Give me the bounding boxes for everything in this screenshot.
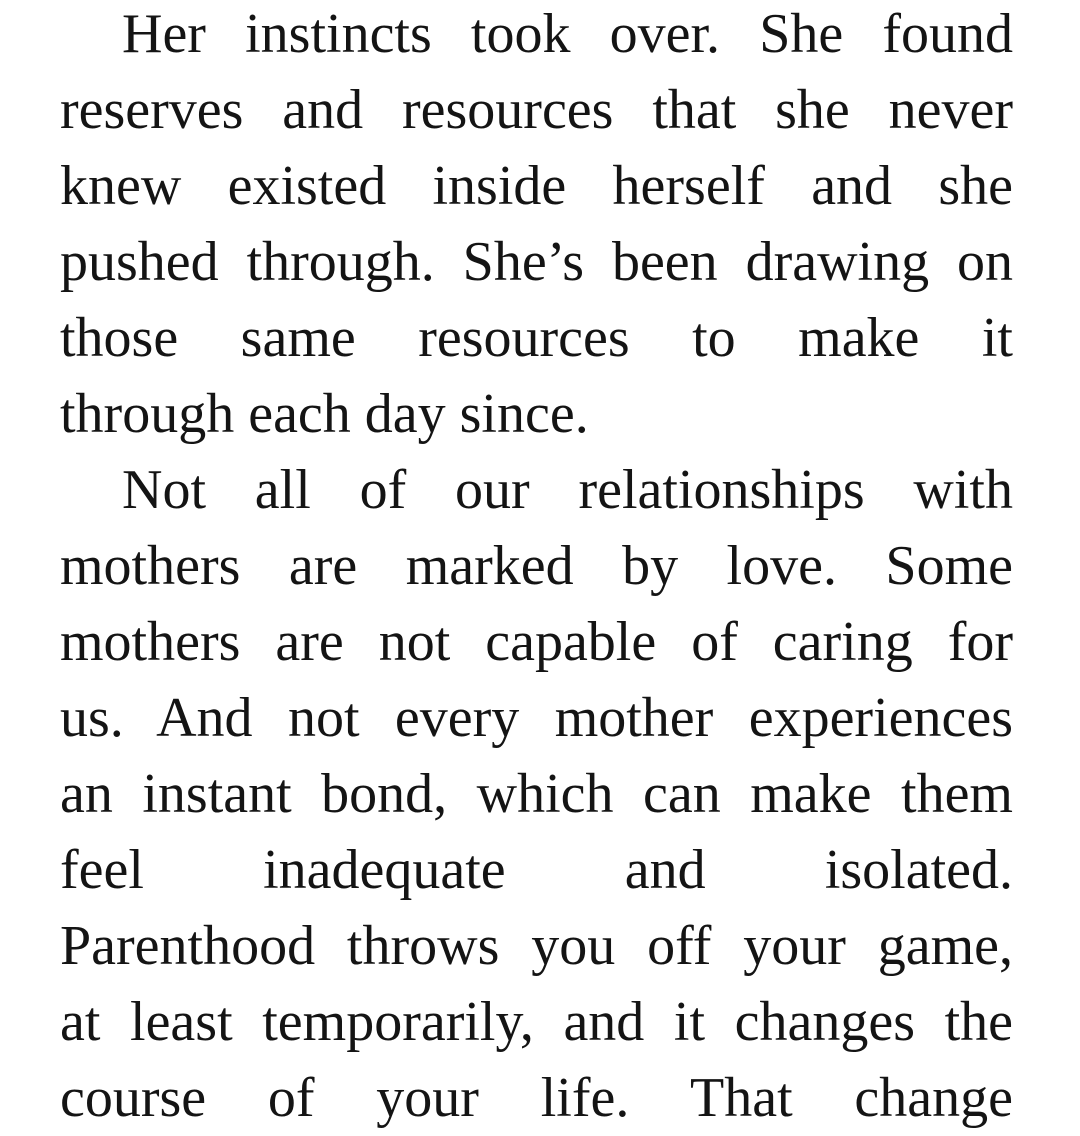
paragraph-2-line-8: at least temporarily, and it changes the [60,991,1013,1053]
paragraph-1-line-2: reserves and resources that she never [60,79,1013,141]
paragraph-2-line-4: us. And not every mother experiences [60,687,1013,749]
paragraph-1-line-4: pushed through. She’s been drawing on [60,231,1013,293]
book-page [60,0,1013,1129]
paragraph-2-line-5: an instant bond, which can make them [60,763,1013,825]
paragraph-2-line-2: mothers are marked by love. Some [60,535,1013,597]
paragraph-2-line-7: Parenthood throws you off your game, [60,915,1013,977]
paragraph-1-line-3: knew existed inside herself and she [60,155,1013,217]
paragraph-2-line-1: Not all of our relationships with [122,459,1013,521]
paragraph-2-line-9: course of your life. That change [60,1067,1013,1129]
paragraph-2-line-3: mothers are not capable of caring for [60,611,1013,673]
paragraph-1-line-6: through each day since. [60,383,589,445]
paragraph-1-line-5: those same resources to make it [60,307,1013,369]
paragraph-1-line-1: Her instincts took over. She found [122,3,1013,65]
paragraph-2-line-6: feel inadequate and isolated. [60,839,1013,901]
